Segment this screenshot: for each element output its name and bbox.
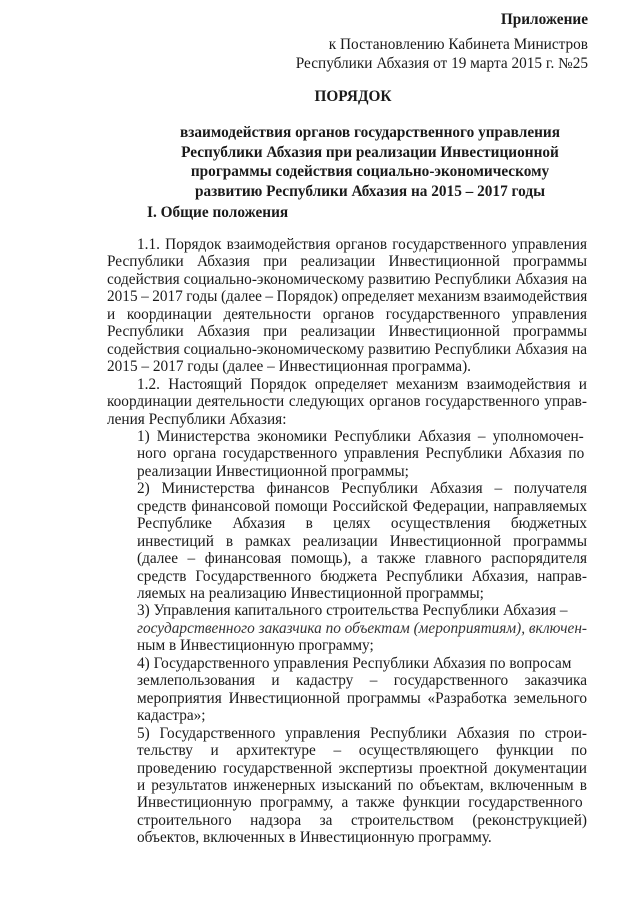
document-title: ПОРЯДОК bbox=[314, 88, 392, 105]
text-line: государственного заказчика по объектам (мероприятиям), включен- bbox=[137, 619, 587, 637]
text-line: координации деятельности следующих органов государственного управ- bbox=[107, 393, 587, 411]
appendix-label: Приложение bbox=[500, 11, 588, 28]
text-line: Инвестиционную программу, а также функции государственного bbox=[137, 794, 583, 812]
text-line: и координации деятельности органов государственного управления bbox=[107, 305, 587, 323]
text-line: инвестиций в рамках реализации Инвестиционной программы bbox=[137, 532, 587, 550]
section-heading: I. Общие положения bbox=[147, 204, 289, 221]
text-line: средств финансовой помощи Российской Федерации, направляемых bbox=[137, 497, 587, 515]
subtitle-line: Республики Абхазия при реализации Инвестиционной bbox=[181, 143, 559, 161]
text-line: 2) Министерства финансов Республики Абхазия – получателя bbox=[137, 480, 587, 498]
text-line: строительного надзора за строительством (реконструкцией) bbox=[137, 811, 587, 829]
text-line: Республики Абхазия при реализации Инвестиционной программы bbox=[107, 323, 587, 341]
text-line: содействия социально-экономическому развитию Республики Абхазия на bbox=[107, 270, 587, 288]
subtitle-line: взаимодействия органов государственного управления bbox=[179, 124, 561, 141]
text-line: и результатов инженерных изысканий по объектам, включенным в bbox=[137, 776, 587, 794]
text-line: 4) Государственного управления Республики Абхазия по вопросам bbox=[137, 654, 572, 672]
text-line: 1.1. Порядок взаимодействия органов государственного управления bbox=[137, 236, 587, 253]
appendix-reference-line-1: к Постановлению Кабинета Министров bbox=[328, 36, 588, 53]
text-line: землепользования и кадастру – государственного заказчика bbox=[137, 672, 587, 690]
text-line: ляемых на реализацию Инвестиционной программы; bbox=[137, 585, 484, 602]
text-line: 1) Министерства экономики Республики Абхазия – уполномочен- bbox=[137, 427, 584, 445]
text-line: 3) Управления капитального строительства Республики Абхазия – bbox=[137, 602, 568, 620]
text-line: ления Республики Абхазия: bbox=[107, 410, 287, 428]
text-line: Республики Абхазия при реализации Инвестиционной программы bbox=[107, 253, 587, 271]
text-line: проведению государственной экспертизы проектной документации bbox=[137, 759, 587, 777]
text-line: ным в Инвестиционную программу; bbox=[137, 637, 374, 655]
subtitle-line: развитию Республики Абхазия на 2015 – 2017 годы bbox=[194, 182, 546, 200]
text-line: тельству и архитектуре – осуществляющего функции по bbox=[137, 742, 587, 760]
text-line: Республике Абхазия в целях осуществления бюджетных bbox=[137, 515, 587, 533]
text-line: ного органа государственного управления Республики Абхазия по bbox=[137, 445, 585, 463]
text-line: 2015 – 2017 годы (далее – Порядок) определяет механизм взаимодействия bbox=[107, 288, 588, 306]
document-subtitle bbox=[90, 123, 640, 201]
text-line: 5) Государственного управления Республики Абхазия по строи- bbox=[137, 724, 587, 742]
text-line: содействия социально-экономическому развитию Республики Абхазия на bbox=[107, 340, 587, 358]
text-line: реализации Инвестиционной программы; bbox=[137, 462, 409, 480]
text-line: мероприятия Инвестиционной программы «Разработка земельного bbox=[137, 689, 587, 707]
subtitle-line: программы содействия социально-экономическому bbox=[190, 163, 550, 180]
appendix-reference-line-2: Республики Абхазия от 19 марта 2015 г. №25 bbox=[295, 55, 588, 72]
text-line: средств Государственного бюджета Республики Абхазия, направ- bbox=[137, 567, 587, 585]
text-line: 1.2. Настоящий Порядок определяет механизм взаимодействия и bbox=[137, 375, 587, 393]
text-line: кадастра»; bbox=[137, 707, 206, 725]
text-line: объектов, включенных в Инвестиционную программу. bbox=[137, 829, 492, 847]
text-line: (далее – финансовая помощь), а также главного распорядителя bbox=[137, 550, 587, 568]
text-line: 2015 – 2017 годы (далее – Инвестиционная программа). bbox=[107, 358, 472, 376]
